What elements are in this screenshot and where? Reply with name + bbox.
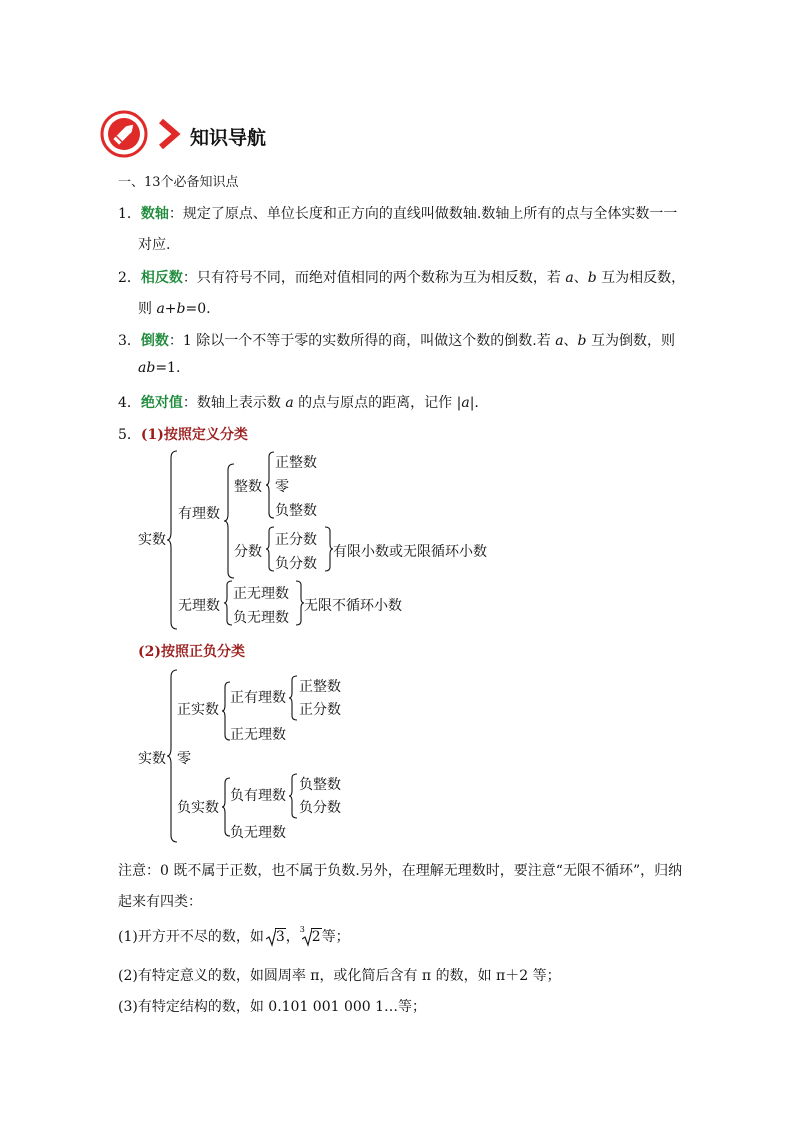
tree2-zero: 零	[177, 751, 191, 767]
tree2-negative-integer: 负整数	[299, 777, 341, 793]
var-a: a	[565, 270, 574, 286]
tree1-root: 实数	[138, 532, 166, 548]
term-reciprocal: 倒数	[140, 333, 169, 349]
note-line-1: 注意：0 既不属于正数，也不属于负数.另外，在理解无理数时，要注意“无限不循环”，归纳	[118, 863, 683, 879]
tree2-root: 实数	[138, 751, 166, 767]
item-1	[118, 203, 677, 223]
item-text: =0.	[185, 301, 211, 317]
item-number: 2．	[118, 270, 141, 286]
var-a: a	[285, 395, 294, 411]
item-text: ：数轴上表示数	[182, 395, 286, 411]
item-number: 3．	[118, 333, 141, 349]
item-number: 1．	[118, 206, 141, 222]
tree1-negative-irrational: 负无理数	[233, 610, 289, 626]
tree1-integer: 整数	[234, 479, 262, 495]
sqrt-expression	[266, 929, 286, 945]
radicand: 2	[311, 929, 321, 945]
pencil-icon	[100, 110, 148, 158]
page-title: 知识导航	[190, 127, 267, 149]
tree1-positive-fraction: 正分数	[275, 532, 317, 548]
term-number-line: 数轴	[140, 206, 169, 222]
item-text: ：1 除以一个不等于零的实数所得的商，叫做这个数的倒数.若	[168, 333, 556, 349]
sub-heading-sign: (2)按照正负分类	[138, 644, 245, 660]
tree2-positive-integer: 正整数	[299, 679, 341, 695]
tree2-negative-fraction: 负分数	[299, 800, 341, 816]
var-b: b	[587, 270, 597, 286]
var-b: b	[577, 333, 587, 349]
tree1-positive-irrational: 正无理数	[233, 586, 289, 602]
item-4	[118, 392, 479, 412]
tree1-negative-fraction: 负分数	[275, 556, 317, 572]
tree2-positive-fraction: 正分数	[299, 702, 341, 718]
expr: a+b	[156, 301, 186, 317]
var-a: a	[555, 333, 564, 349]
tree1-positive-integer: 正整数	[275, 455, 317, 471]
tree1-irrational-note: 无限不循环小数	[304, 598, 402, 614]
item-text: 互为相反数，	[596, 270, 686, 286]
header-badge	[100, 110, 148, 158]
item-text: ：只有符号不同，而绝对值相同的两个数称为互为相反数，若	[182, 270, 566, 286]
note-line-2: 起来有四类：	[118, 894, 202, 910]
tree1-fraction-note: 有限小数或无限循环小数	[333, 544, 487, 560]
sub-heading-definition: (1)按照定义分类	[140, 427, 248, 443]
abs-notation: |a|	[456, 395, 475, 411]
item-number: 5．	[118, 427, 141, 443]
item-number: 4．	[118, 395, 141, 411]
tree2-positive: 正实数	[177, 702, 219, 718]
term-absolute-value: 绝对值	[140, 395, 183, 411]
root-index: 3	[299, 925, 305, 934]
term-opposite: 相反数	[140, 270, 183, 286]
note-point-1	[118, 926, 350, 946]
item-text: =1.	[155, 360, 181, 376]
item-3-cont	[138, 360, 180, 376]
note-point-3: (3)有特定结构的数，如 0.101 001 000 1…等；	[118, 999, 427, 1015]
tree1-rational: 有理数	[178, 506, 220, 522]
section-heading: 一、13个必备知识点	[118, 175, 239, 190]
item-2	[118, 267, 685, 287]
item-1-cont: 对应.	[138, 237, 171, 253]
chevron-right-icon	[156, 118, 182, 150]
tree2-negative-irrational: 负无理数	[230, 825, 286, 841]
item-text: .	[474, 395, 479, 411]
expr: ab	[138, 360, 156, 376]
tree1-fraction: 分数	[234, 544, 262, 560]
item-2-cont	[138, 298, 211, 318]
tree1-negative-integer: 负整数	[275, 503, 317, 519]
tree2-negative: 负实数	[177, 800, 219, 816]
tree2-negative-rational: 负有理数	[230, 788, 286, 804]
item-text: 的点与原点的距离，记作	[293, 395, 457, 411]
item-text: ：规定了原点、单位长度和正方向的直线叫做数轴.数轴上所有的点与全体实数一一	[168, 206, 678, 222]
tree2-positive-irrational: 正无理数	[230, 727, 286, 743]
note-point-2: (2)有特定意义的数，如圆周率 π，或化简后含有 π 的数，如 π＋2 等；	[118, 968, 561, 984]
cbrt-expression	[299, 925, 322, 945]
item-text: 互为倒数，则	[586, 333, 675, 349]
item-5	[118, 424, 248, 444]
sep: 、	[573, 270, 588, 286]
sep: 、	[563, 333, 578, 349]
note-text: 等；	[321, 929, 350, 945]
radicand: 3	[275, 929, 285, 945]
note-text: (1)开方开不尽的数，如	[118, 929, 264, 945]
tree1-irrational: 无理数	[178, 598, 220, 614]
tree2-positive-rational: 正有理数	[230, 690, 286, 706]
item-3	[118, 330, 675, 350]
tree1-zero: 零	[275, 479, 289, 495]
note-text: ，	[285, 929, 300, 945]
item-text: 则	[138, 301, 157, 317]
